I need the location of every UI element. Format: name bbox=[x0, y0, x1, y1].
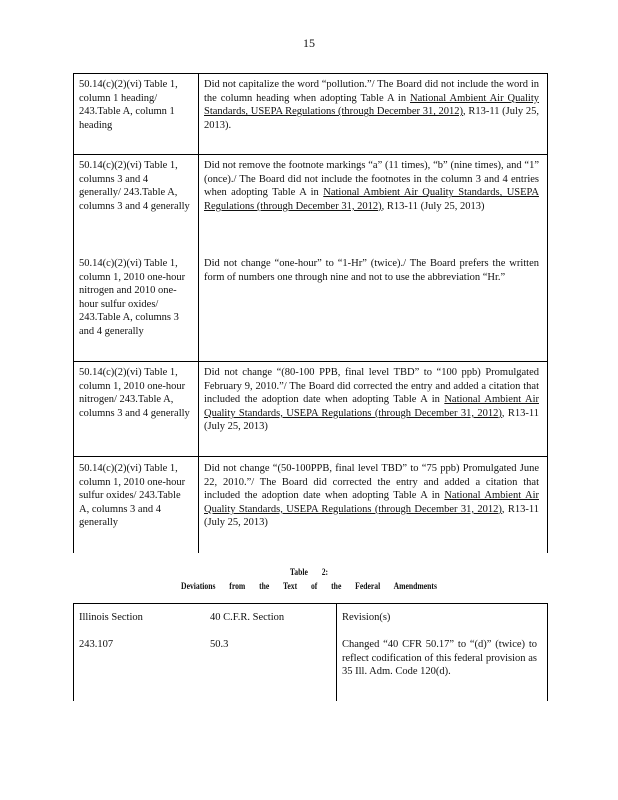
column-divider bbox=[336, 604, 337, 701]
revision-text: Did not change “(80-100 PPB, final level TBD” to “100 ppb) Promulgated February 9, 2010.”/ The Board did corrected the entry and added a citation that included the adoption date when adopting Table A in bbox=[204, 367, 539, 406]
table-row-section: 50.14(c)(2)(vi) Table 1, column 1, 2010 one-hour sulfur oxides/ 243.Table A, columns 3 and 4 generally bbox=[79, 463, 186, 529]
table-row-section: 50.14(c)(2)(vi) Table 1, column 1, 2010 one-hour nitrogen and 2010 one-hour sulfur oxides/ 243.Table A, columns 3 and 4 generally bbox=[79, 258, 186, 337]
row-divider bbox=[74, 154, 547, 155]
citation: National Ambient Air Quality Standards, USEPA Regulations (through December 31, 2012) bbox=[204, 394, 539, 419]
table-row-revision bbox=[204, 257, 539, 284]
citation: National Ambient Air Quality Standards, USEPA Regulations (through December 31, 2012) bbox=[204, 92, 539, 118]
revision-text: Did not change “(50-100PPB, final level TBD” to “75 ppb) Promulgated June 22, 2010.”/ The Board did corrected the entry and added a citation that included the adoption date when adopting Table A in bbox=[204, 463, 539, 502]
table-row-section: 50.14(c)(2)(vi) Table 1, column 1, 2010 one-hour nitrogen/ 243.Table A, columns 3 and 4 generally bbox=[79, 367, 190, 419]
table-row-revision bbox=[204, 462, 539, 530]
page-number: 15 bbox=[303, 36, 315, 50]
row-divider bbox=[74, 361, 547, 362]
column-divider bbox=[198, 74, 199, 553]
table-row-section: 50.14(c)(2)(vi) Table 1, columns 3 and 4 generally/ 243.Table A, columns 3 and 4 generally bbox=[79, 160, 190, 212]
header-illinois-section: Illinois Section bbox=[79, 612, 143, 623]
revision-text: Did not remove the footnote markings “a” (11 times), “b” (nine times), and “1” (once)./ The Board did not include the footnotes in the column 3 and 4 entries when adopting Table A in bbox=[204, 160, 539, 199]
deviations-table-1 bbox=[73, 73, 548, 553]
row-revision: Changed “40 CFR 50.17” to “(d)” (twice) to reflect codification of this federal provision as 35 Ill. Adm. Code 120(d). bbox=[342, 639, 537, 678]
table-caption-title: Table 2: bbox=[289, 567, 329, 577]
deviations-table-2 bbox=[73, 603, 548, 701]
table-row-revision bbox=[204, 159, 539, 213]
citation: National Ambient Air Quality Standards, USEPA Regulations (through December 31, 2012) bbox=[204, 490, 539, 515]
header-cfr-section: 40 C.F.R. Section bbox=[210, 612, 285, 623]
table-row-revision bbox=[204, 366, 539, 434]
revision-text: Did not change “one-hour” to “1-Hr” (twice)./ The Board prefers the written form of numbers one through nine and not to use the abbreviation “Hr.” bbox=[204, 258, 539, 283]
revision-text: Did not capitalize the word “pollution.”/ The Board did not include the word in the column heading when adopting Table A in bbox=[204, 79, 539, 104]
citation-suffix: , R13-11 (July 25, 2013). bbox=[204, 106, 539, 131]
row-illinois-section: 243.107 bbox=[79, 639, 114, 650]
row-divider bbox=[74, 456, 547, 457]
table-row-section: 50.14(c)(2)(vi) Table 1, column 1 heading/ 243.Table A, column 1 heading bbox=[79, 79, 178, 131]
row-cfr-section: 50.3 bbox=[210, 639, 229, 650]
citation-suffix: , R13-11 (July 25, 2013) bbox=[204, 407, 539, 433]
citation-suffix: , R13-11 (July 25, 2013) bbox=[204, 503, 539, 529]
citation-suffix: , R13-11 (July 25, 2013) bbox=[381, 200, 485, 212]
table-row-revision bbox=[204, 78, 539, 132]
citation: National Ambient Air Quality Standards, USEPA Regulations (through December 31, 2012) bbox=[204, 187, 539, 212]
table-caption-subtitle: Deviations from the Text of the Federal Amendments bbox=[181, 581, 437, 591]
header-revisions: Revision(s) bbox=[342, 612, 391, 623]
